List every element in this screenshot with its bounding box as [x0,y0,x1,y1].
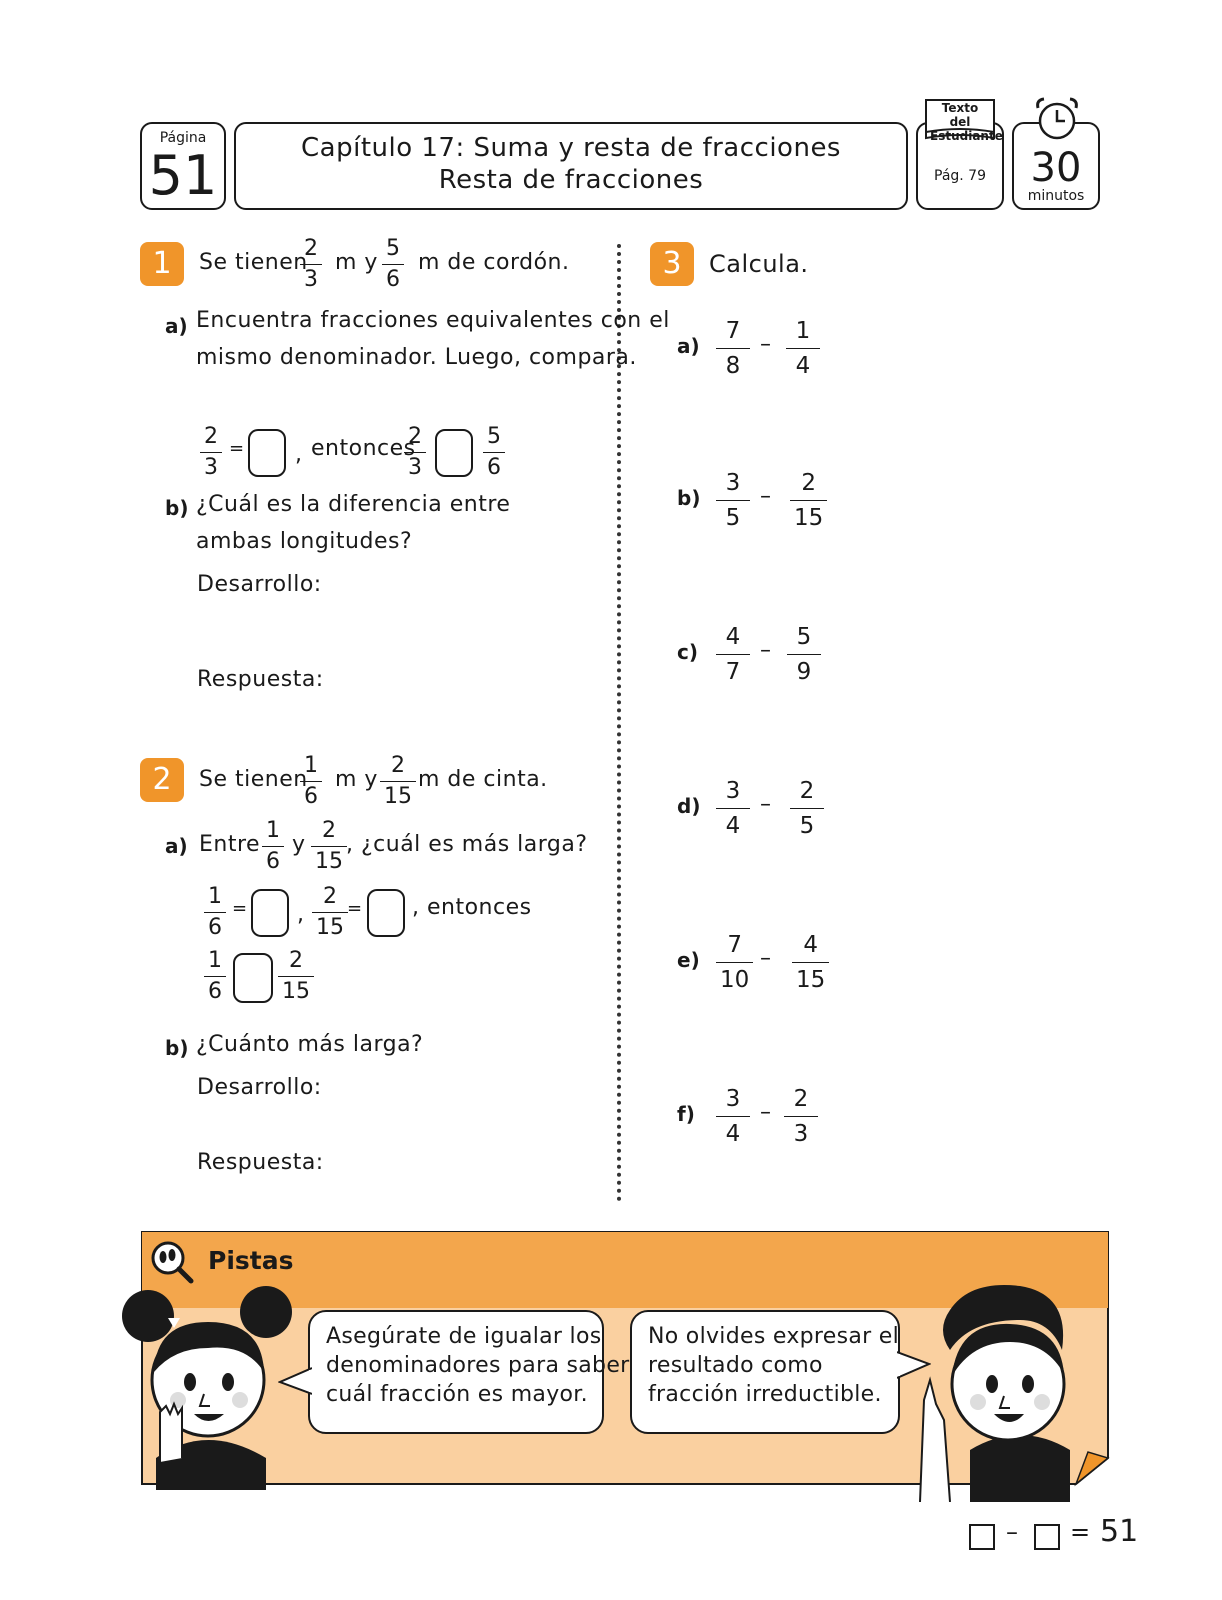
footer-value: 51 [1100,1514,1139,1549]
numerator: 1 [795,318,811,344]
fraction-bar [716,962,753,963]
hint-2-line-2: resultado como [648,1353,823,1378]
q1a-eq-fraction-2: 2 3 [404,424,426,481]
q3-item-fraction [716,316,750,381]
q2-number-badge: 2 [140,758,184,802]
q2-intro-pre: Se tienen [199,767,308,792]
q1a-answer-box-1[interactable] [248,429,286,477]
q1-number-badge: 1 [140,242,184,286]
denominator: 15 [794,505,824,531]
q2a-pre: Entre [199,832,261,857]
numerator: 4 [803,932,818,958]
q2a-comma: , [297,902,304,927]
q2-intro-post: m de cinta. [418,767,548,792]
magnifier-footprint-icon [148,1238,196,1286]
q1b-label: b) [165,496,189,520]
q2a-then: , entonces [412,895,532,920]
q2a-compare-box[interactable] [233,953,273,1003]
book-icon [922,96,1003,143]
q1-development-label: Desarrollo: [197,572,322,597]
q3-item-label: d) [677,794,701,818]
denominator: 10 [720,967,750,993]
denominator: 15 [796,967,826,993]
numerator: 3 [725,470,741,496]
boy-character-illustration [910,1280,1080,1502]
q1-fraction-1: 2 3 [300,236,322,293]
q3-item-fraction [792,930,829,995]
q2a-fraction-2: 2 15 [311,818,347,875]
q3-item-label: c) [677,640,698,664]
q3-item-fraction [716,930,753,995]
footer-minus: – [1006,1518,1018,1546]
girl-character-illustration [116,1282,296,1490]
denominator: 5 [799,813,815,839]
hint-bubble-2 [630,1310,900,1434]
fraction-bar [790,808,824,809]
q3-minus-sign: – [760,484,771,509]
q3-minus-sign: – [760,792,771,817]
q2-fraction-2: 2 15 [380,753,416,810]
hint-2-line-3: fracción irreductible. [648,1382,882,1407]
chapter-title-box [234,122,908,210]
q3-minus-sign: – [760,946,771,971]
q2a-answer-box-1[interactable] [251,889,289,937]
chapter-title: Capítulo 17: Suma y resta de fracciones [301,133,841,163]
q3-minus-sign: – [760,638,771,663]
alarm-clock-icon [1030,96,1084,144]
numerator: 7 [725,318,741,344]
q3-title: Calcula. [709,250,809,278]
q1a-eq-fraction-1: 2 3 [200,424,222,481]
hints-title: Pistas [208,1246,294,1275]
footer-box-1[interactable] [969,1524,995,1550]
q2a-fraction-1: 1 6 [262,818,284,875]
q3-item-label: a) [677,334,700,358]
q1a-comma: , [295,442,302,467]
fraction-bar [790,500,827,501]
q3-item-fraction [787,622,821,687]
q2a-and: y [292,832,306,857]
fraction-bar [716,654,750,655]
q1a-line-2: mismo denominador. Luego, compara. [196,345,637,370]
q1a-label: a) [165,314,188,338]
time-unit: minutos [1027,188,1085,204]
denominator: 7 [725,659,741,685]
hint-1-line-2: denominadores para saber [326,1353,630,1378]
q1-intro-mid: m y [335,250,378,275]
q2a-eq-fraction-1: 1 6 [204,884,226,941]
fraction-bar [716,808,750,809]
q2b-text: ¿Cuánto más larga? [196,1032,424,1057]
q3-item-fraction [716,468,750,533]
fraction-bar [716,348,750,349]
fraction-bar [716,1116,750,1117]
numerator: 2 [793,1086,809,1112]
fraction-bar [792,962,829,963]
hint-bubble-1 [308,1310,630,1434]
fraction-bar [716,500,750,501]
q2a-answer-box-2[interactable] [367,889,405,937]
denominator: 4 [725,813,741,839]
q1a-equals: = [229,438,245,459]
denominator: 3 [793,1121,809,1147]
q2a-cmp-fraction-2: 2 15 [278,948,314,1005]
q3-number-badge: 3 [650,242,694,286]
q3-item-fraction [784,1084,818,1149]
q1-intro-post: m de cordón. [418,250,570,275]
denominator: 4 [795,353,811,379]
q3-minus-sign: – [760,332,771,357]
q3-item-label: f) [677,1102,695,1126]
hint-1-line-3: cuál fracción es mayor. [326,1382,588,1407]
q2a-equals-2: = [347,898,363,919]
denominator: 8 [725,353,741,379]
q3-item-fraction [786,316,820,381]
page-number-box [140,122,226,210]
page-number: 51 [148,144,218,207]
q3-item-fraction [790,776,824,841]
q2a-eq-fraction-2: 2 15 [312,884,348,941]
numerator: 2 [799,778,815,804]
time-value: 30 [1030,145,1082,191]
q3-item-fraction [716,1084,750,1149]
q3-item-fraction [790,468,827,533]
fraction-bar [784,1116,818,1117]
q3-item-fraction [716,776,750,841]
q3-item-label: e) [677,948,700,972]
q1-intro-pre: Se tienen [199,250,308,275]
page-label: Página [159,130,207,146]
q2b-label: b) [165,1036,189,1060]
denominator: 9 [796,659,812,685]
denominator: 4 [725,1121,741,1147]
q1b-line-2: ambas longitudes? [196,529,413,554]
q3-item-fraction [716,622,750,687]
q2-fraction-1: 1 6 [300,753,322,810]
book-label: Texto del Estudiante [930,101,1003,143]
q3-item-label: b) [677,486,701,510]
numerator: 7 [727,932,742,958]
q2-intro-mid: m y [335,767,378,792]
numerator: 3 [725,778,741,804]
column-divider [617,244,621,1202]
fraction-bar [787,654,821,655]
book-page: Pág. 79 [934,168,986,184]
q1a-line-1: Encuentra fracciones equivalentes con el [196,308,670,333]
numerator: 3 [725,1086,741,1112]
q2-development-label: Desarrollo: [197,1075,322,1100]
footer-equals: = [1070,1518,1091,1546]
numerator: 4 [725,624,741,650]
q1a-then: entonces [311,436,416,461]
hint-1-line-1: Asegúrate de igualar los [326,1324,602,1349]
lesson-title: Resta de fracciones [438,165,704,195]
q1a-compare-box[interactable] [435,429,473,477]
denominator: 5 [725,505,741,531]
q1b-line-1: ¿Cuál es la diferencia entre [196,492,511,517]
q2a-cmp-fraction-1: 1 6 [204,948,226,1005]
q2a-equals-1: = [232,898,248,919]
hint-2-line-1: No olvides expresar el [648,1324,900,1349]
numerator: 2 [801,470,816,496]
fraction-bar [786,348,820,349]
q2a-post: , ¿cuál es más larga? [346,832,588,857]
q2-answer-label: Respuesta: [197,1150,324,1175]
footer-box-2[interactable] [1034,1524,1060,1550]
q3-minus-sign: – [760,1100,771,1125]
q1-fraction-2: 5 6 [382,236,404,293]
numerator: 5 [796,624,812,650]
q1-answer-label: Respuesta: [197,667,324,692]
q2a-label: a) [165,834,188,858]
q1a-eq-fraction-3: 5 6 [483,424,505,481]
